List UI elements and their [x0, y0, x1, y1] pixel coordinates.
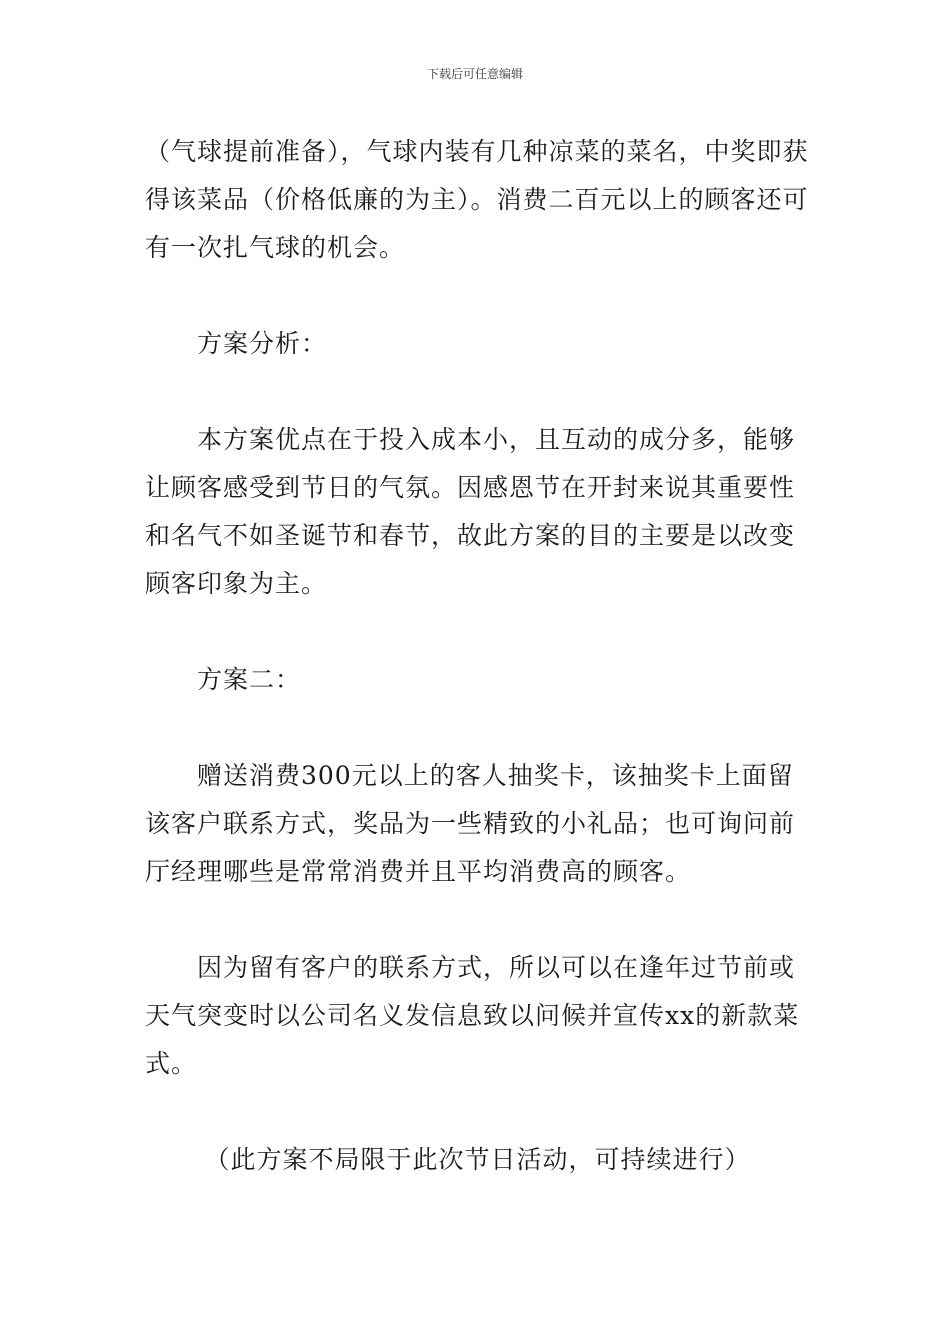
page-header: 下载后可任意编辑 [426, 67, 523, 81]
paragraph-gap [145, 272, 810, 320]
paragraph-analysis: 本方案优点在于投入成本小，且互动的成分多，能够让顾客感受到节日的气氛。因感恩节在开封来说其重要性和名气不如圣诞节和春节，故此方案的目的主要是以改变顾客印象为主。 [145, 425, 796, 598]
paragraph-note: （此方案不局限于此次节日活动，可持续进行） [204, 1145, 751, 1174]
paragraph-gap [145, 896, 810, 944]
paragraph-gap [145, 368, 810, 416]
paragraph-contact-followup: 因为留有客户的联系方式，所以可以在逢年过节前或天气突变时以公司名义发信息致以问候并宣传xx的新款菜式。 [145, 953, 800, 1078]
paragraph-gap [145, 704, 810, 752]
paragraph-lottery-card: 赠送消费300元以上的客人抽奖卡，该抽奖卡上面留该客户联系方式，奖品为一些精致的小礼品；也可询问前厅经理哪些是常常消费并且平均消费高的顾客。 [145, 761, 796, 886]
paragraph-gap [145, 608, 810, 656]
document-body [145, 128, 810, 1184]
section-heading-plan-two: 方案二： [197, 665, 302, 694]
paragraph-gap [145, 1088, 810, 1136]
paragraph-balloon-prize: （气球提前准备），气球内装有几种凉菜的菜名，中奖即获得该菜品（价格低廉的为主）。消费二百元以上的顾客还可有一次扎气球的机会。 [145, 137, 809, 262]
section-heading-analysis: 方案分析： [197, 329, 328, 358]
